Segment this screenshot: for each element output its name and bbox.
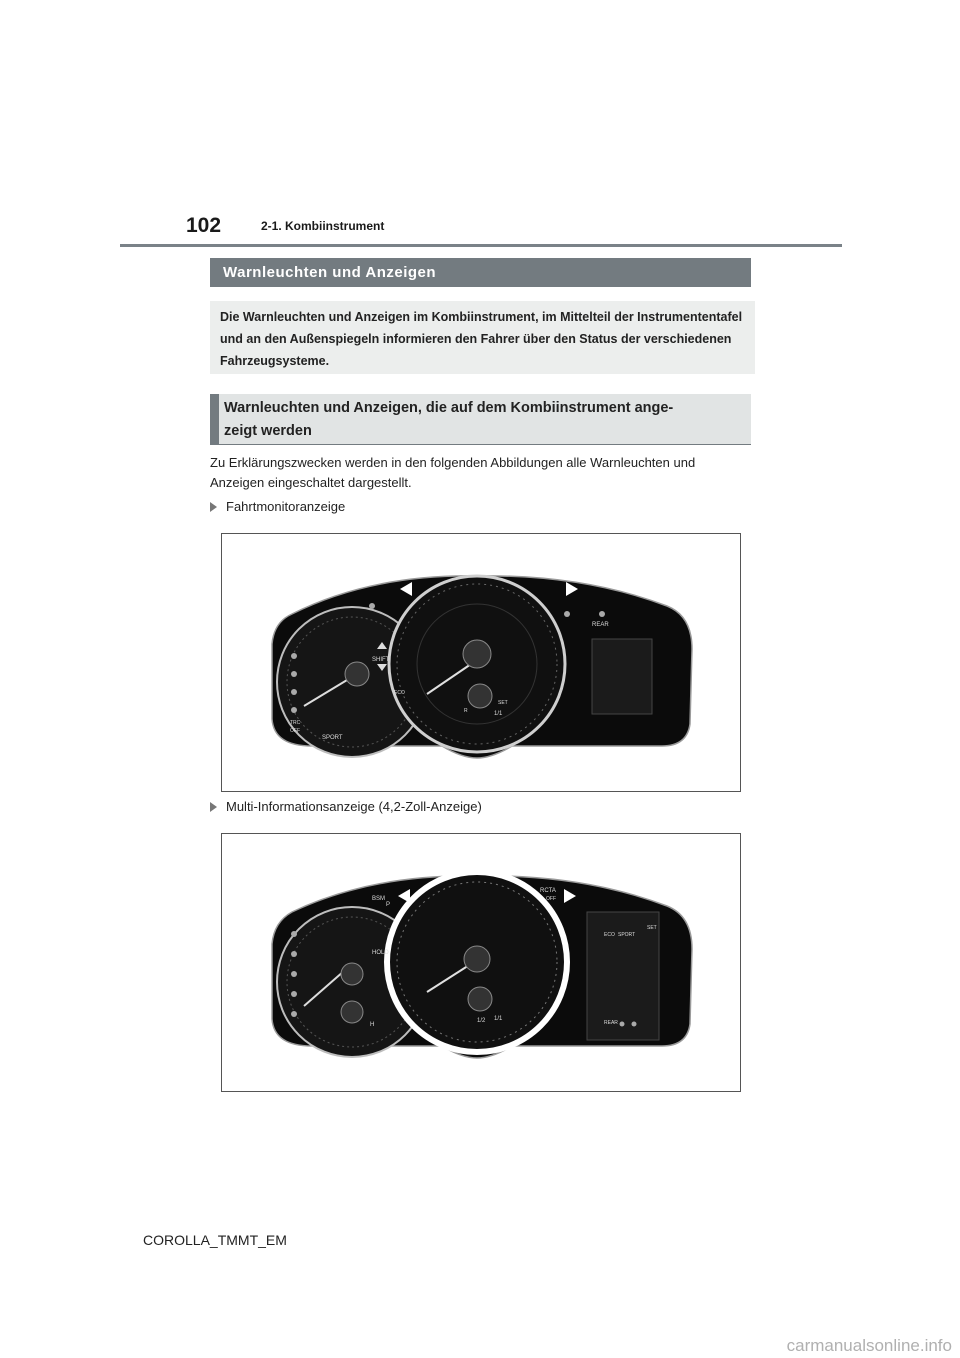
warning-icon <box>291 689 297 695</box>
hold-label: HOLD <box>372 950 389 956</box>
cluster-illustration-1 <box>222 534 742 793</box>
eco-label: ECO <box>394 690 405 696</box>
set-label: SET <box>647 925 657 931</box>
watermark: carmanualsonline.info <box>786 1336 952 1355</box>
cluster-illustration-2 <box>222 834 742 1093</box>
multi-info-display <box>592 639 652 714</box>
reverse-label: R <box>464 708 468 714</box>
header-divider <box>120 244 842 247</box>
sport-label: SPORT <box>618 932 636 938</box>
chapter-title: 2-1. Kombiinstrument <box>261 219 385 233</box>
subsection-heading <box>210 394 751 445</box>
temp-high-label: H <box>370 1022 375 1028</box>
warning-icon <box>291 653 297 659</box>
warning-icon <box>291 1011 297 1017</box>
figure-caption-2 <box>210 799 482 814</box>
half-fraction-label: 1/2 <box>477 1018 486 1024</box>
warning-icon <box>291 931 297 937</box>
intro-text: Die Warnleuchten und Anzeigen im Kombiinstrument, im Mittelteil der Instrumententafel und an den Außenspiegeln informieren den Fahrer über den Status der verschiedenen Fahrzeugsysteme. <box>220 310 743 368</box>
set-label: SET <box>498 700 508 706</box>
sport-label: SPORT <box>322 735 343 741</box>
indicator-icon <box>599 611 605 617</box>
fuel-fraction-label: 1/1 <box>494 711 503 717</box>
rcta-label: RCTA <box>540 888 556 894</box>
trc-label: TRC <box>290 720 301 726</box>
eco-label: ECO <box>604 932 615 938</box>
indicator-icon <box>564 611 570 617</box>
intro-box <box>210 301 755 374</box>
figure-caption-text: Multi-Informationsanzeige (4,2-Zoll-Anzeige) <box>226 799 482 814</box>
cluster-figure-multi-info <box>221 833 741 1092</box>
shift-label: SHIFT <box>372 657 390 663</box>
warning-icon <box>291 671 297 677</box>
figure-caption-text: Fahrtmonitoranzeige <box>226 499 346 514</box>
headlight-icon <box>369 603 375 609</box>
rear-label: REAR <box>604 1020 618 1026</box>
cluster-figure-drive-monitor <box>221 533 741 792</box>
figure-caption-1 <box>210 499 345 514</box>
page-number: 102 <box>186 214 222 237</box>
trc-off-label: OFF <box>290 728 300 734</box>
subsection-title-line-2: zeigt werden <box>224 423 312 439</box>
body-paragraph: Zu Erklärungszwecken werden in den folgenden Abbildungen alle Warnleuchten und Anzeigen eingeschaltet dargestellt. <box>210 455 696 490</box>
indicator-icon <box>632 1022 637 1027</box>
indicator-icon <box>620 1022 625 1027</box>
section-heading: Warnleuchten und Anzeigen <box>210 258 751 287</box>
fuel-fraction-label: 1/1 <box>494 1016 503 1022</box>
warning-icon <box>291 707 297 713</box>
rear-label: REAR <box>592 622 609 628</box>
bullet-arrow-icon <box>210 502 217 512</box>
bsm-label: BSM <box>372 896 386 902</box>
bullet-arrow-icon <box>210 802 217 812</box>
rcta-off-label: OFF <box>546 896 556 902</box>
warning-icon <box>291 971 297 977</box>
document-code: COROLLA_TMMT_EM <box>143 1232 287 1248</box>
subsection-title-line-1: Warnleuchten und Anzeigen, die auf dem Kombiinstrument ange- <box>224 400 674 416</box>
parking-label: P <box>386 902 391 908</box>
subsection-divider <box>210 444 751 445</box>
warning-icon <box>291 951 297 957</box>
warning-icon <box>291 991 297 997</box>
